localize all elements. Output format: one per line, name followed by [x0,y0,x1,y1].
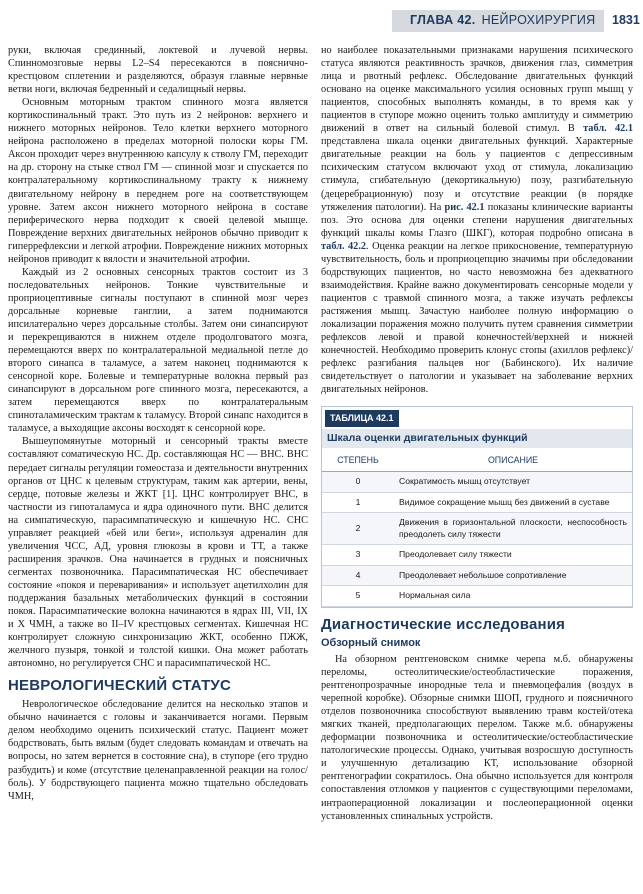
degree-cell: 3 [322,545,394,566]
degree-cell: 0 [322,472,394,493]
description-cell: Движения в горизонтальной плоскости, неспособность преодолеть силу тяжести [394,513,632,545]
page-header [0,4,643,34]
degree-cell: 5 [322,586,394,607]
text-run: показаны клинические варианты поз. Это основа для оценки степени нарушения двигательных функций шкалы комы Глазго (ШКГ), которая подробно описана в [321,201,634,239]
right-column [321,44,633,823]
section-heading: Диагностические исследования [321,615,566,633]
paragraph: Неврологическое обследование делится на несколько этапов и обычно начинается с головы и заканчивается ногами. Первым делом необходимо оценить психический статус. Пациент может бодрствовать, быть вялым (будет следовать командам и отвечать на вопросы, но затем вернется в состояние сна), в ступоре (его трудно разбудить) и коме (отсутствие целенаправленной реакции на голос/боль). У бодрствующего пациента можно тщательно обследовать ЧМН, [8,699,308,802]
subsection-heading: Обзорный снимок [321,636,421,649]
figure-reference-link[interactable]: рис. 42.1 [444,201,485,213]
left-column [8,44,308,803]
description-cell: Сократимость мышц отсутствует [394,472,632,493]
table-title: Шкала оценки двигательных функций [322,429,632,448]
paragraph [321,44,633,396]
text-run: представлена шкала оценки двигательных функций. Характерные двигательные реакции на боль у пациентов с депрессивным психическим статусом включают уход от стимула, локализацию стимула, сгибательную (декортикальную) позу, разгибательную (децеребрационную) позу и отсутствие реакции (в порядке утяжеления патологии). На [321,136,633,213]
section-heading: НЕВРОЛОГИЧЕСКИЙ СТАТУС [8,677,231,695]
column-header-degree: СТЕПЕНЬ [322,448,394,472]
paragraph: руки, включая срединный, локтевой и лучевой нервы. Спинномозговые нервы L2–S4 пересекаются в пояснично-крестцовом сплетении и разделяются, образуя главные нервные ветви ноги, включая бедренный и седалищный нервы. [8,45,308,96]
table-tag: ТАБЛИЦА 42.1 [325,410,399,427]
table-row [322,492,632,513]
text-run: но наиболее показательными признаками нарушения психического статуса являются реактивность зрачков, движения глаз, симметрия лица и рвотный рефлекс. Обследование двигательных функций основано на оценке максимального усилия основных групп мышц у пациентов, способных выполнять команды, в то время как у пациентов в ступоре можно оценить только амплитуду и симметрию движений в ответ на сильный болевой стимул. В [321,45,633,135]
text-run: . Оценка реакции на легкое прикосновение, температурную чувствительность, боль и проприоцепцию значимы при обследовании бодрствующих пациентов, но часто невозможна без адекватного взаимодействия. Крайне важно документировать сенсорные модели у пациентов с травмой спинного мозга, а также изучать рефлексы растяжения мышц. Зачастую наиболее полную информацию о локализации поражения можно получить путем сравнения симметрии рефлексов левой и правой конечностей/верхней и нижней конечностей. Необходимо проверить клонус стопы (ахиллов рефлекс)/рефлекс разгибания пальцев ног (Бабинского). Их наличие свидетельствует о патологии и указывает на заболевание верхних двигательных нейронов. [321,240,633,396]
table-row [322,586,632,607]
table-row [322,545,632,566]
page-number: 1831 [612,13,640,27]
paragraph: Основным моторным трактом спинного мозга является кортикоспинальный тракт. Это путь из 2 нейронов: верхнего и нижнего моторных нейронов. Тело клетки верхнего моторного нейрона расположено в пределах моторной полоски коры ГМ. Аксон проходит через внутреннюю капсулу к стволу ГМ, переходит на др. сторону на стыке ствол ГМ — спинной мозг и спускается по контралатеральному кортикоспинальному тракту к нижнему двигательному нейрону в переднем роге на соответствующем уровне. Затем аксон нижнего моторного нейрона в составе периферического нерва подходит к своей целевой мышце. Повреждение верхних двигательных нейронов обычно приводит к гиперрефлексии и легкой атрофии. Повреждение нижних моторных нейронов приводит к вялости и значительной атрофии. [8,97,308,265]
description-cell: Видимое сокращение мышц без движений в суставе [394,492,632,513]
column-header-description: ОПИСАНИЕ [394,448,632,472]
chapter-number: ГЛАВА 42. [410,13,476,27]
degree-cell: 2 [322,513,394,545]
chapter-label [410,13,595,27]
paragraph: Каждый из 2 основных сенсорных трактов состоит из 3 последовательных нейронов. Тонкие чувствительные и проприоцептивные сигналы поступают в спинной мозг через дорсальные корневые ганглии, а затем поднимаются ипсилатерально через дорсальные столбы. Затем они синапсируют и перекрещиваются в нижнем отделе продолговатого мозга, перемещаются вверх по контралатеральной медиальной петле до второго синапса в таламусе, а затем наконец поднимаются к сенсорной коре. Болевые и температурные волокна первый раз синапсируют в дорсальном роге спинного мозга, пересекаются, а затем перемещаются вверх по контралатеральным спиноталамическим трактам к таламусу. Второй синапс находится в таламусе, а выходящие аксоны восходят к сенсорной коре. [8,266,308,435]
description-cell: Нормальная сила [394,586,632,607]
table-row [322,513,632,545]
degree-cell: 1 [322,492,394,513]
table-reference-link[interactable]: табл. 42.1 [583,123,634,135]
motor-scale-table [321,406,633,608]
description-cell: Преодолевает силу тяжести [394,545,632,566]
table-header-row [322,448,632,472]
table-row [322,565,632,586]
paragraph: Вышеупомянутые моторный и сенсорный тракты вместе составляют соматическую НС. Др. составляющая НС — ВНС. ВНС передает сигналы регуляции гомеостаза и деятельности внутренних органов от ЦНС к целевым структурам, таким как артерии, вены, сердце, потовые железы и ЖКТ [1]. ЦНС контролирует ВНС, в частности из гипоталамуса и ядра одиночного пути. ВНС делится на симпатическую, парасимпатическую и кишечную НС. СНС управляет реакцией «бей или беги», используя адреналин для увеличения ЧСС, АД, уровня глюкозы в крови и ТТ, а также расширения зрачков. Она начинается в грудных и поясничных сегментах позвоночника. Парасимпатическая НС обеспечивает состояние «покоя и переваривания» и использует ацетилхолин для поддержания базальных метаболических функций в состоянии покоя. Парасимпатические волокна начинаются в ядрах III, VII, IX и X ЧМН, а также во II–IV крестцовых сегментах. Кишечная НС контролирует сложную синхронизацию ЖКТ, особенно ПЖЖ, желчного пузыря, тонкой и толстой кишки. Она может работать автономно, но регулируется СНС и парасимпатической НС. [8,436,308,670]
chapter-title: НЕЙРОХИРУРГИЯ [481,13,596,27]
table [322,448,632,607]
table-row [322,472,632,493]
table-reference-link[interactable]: табл. 42.2 [321,240,367,252]
degree-cell: 4 [322,565,394,586]
paragraph: На обзорном рентгеновском снимке черепа м.б. обнаружены переломы, остеолитические/остеобластические поражения, рентгенопрозрачные инородные тела и пневмоцефалия (воздух в черепной коробке). Обзорные снимки ШОП, грудного и поясничного отделов позвоночника способствуют выявлению травм костей/отека мягких тканей, предполагающих перелом. Также м.б. обнаружены деформации позвоночника и остеолитические/остеобластические патологические процессы. Однако, учитывая возросшую доступность и улучшенную детализацию КТ, использование обзорной рентгенографии сократилось. Она обычно используется для контроля сопоставления отломков у пациентов с существующими переломами, интраоперационной локализации и послеоперационной оценки установленных спинальных устройств. [321,654,633,822]
description-cell: Преодолевает небольшое сопротивление [394,565,632,586]
